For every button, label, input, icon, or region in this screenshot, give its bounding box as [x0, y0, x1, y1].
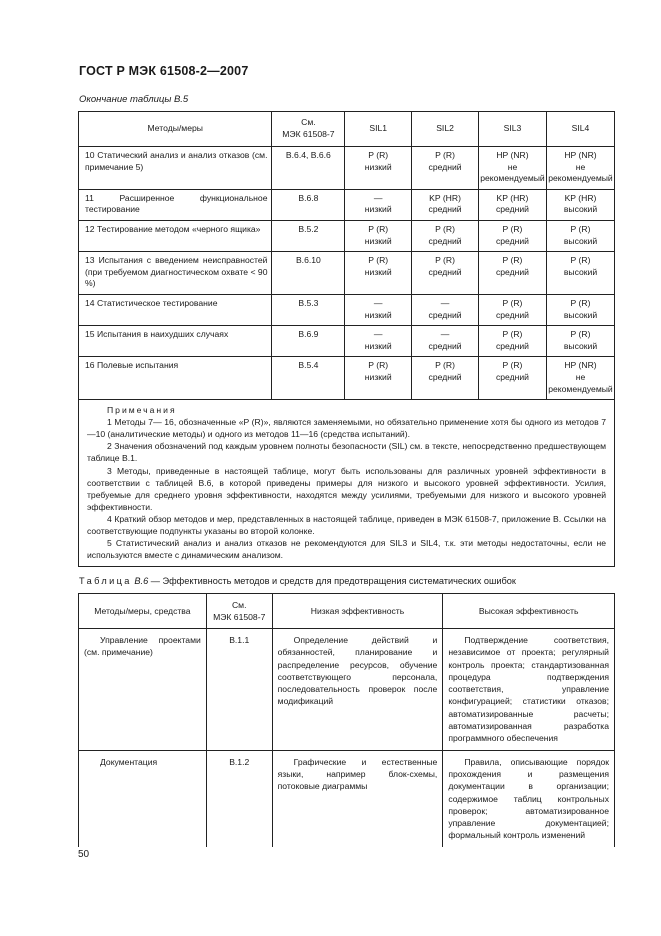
row-method: Документация [79, 750, 207, 847]
row-sil2: P (R) средний [412, 357, 479, 400]
row-sil3: P (R) средний [478, 357, 546, 400]
row-sil2: — средний [412, 294, 479, 325]
note-1: 1 Методы 7— 16, обозначенные «P (R)», являются заменяемыми, но обязательно применение хотя бы одного из методов 7—10 (аналитические методы) и одного из методов 11—16 (средства испытаний). [87, 417, 606, 440]
row-ref: В.6.10 [272, 252, 345, 295]
row-sil1: P (R) низкий [345, 252, 412, 295]
col-header-sil4: SIL4 [546, 112, 614, 147]
row-method: 16 Полевые испытания [79, 357, 272, 400]
table-b5-notes-row [79, 400, 615, 567]
notes-title: Примечания [107, 405, 177, 416]
row-high: Правила, описывающие порядок прохождения и размещения документации в организации; содержимое таблиц контрольных проверок; автоматизированное управление документацией; формальный контроль изменений [443, 750, 615, 847]
row-sil4: P (R) высокий [546, 252, 614, 295]
row-sil3: HP (NR) не рекомендуемый [478, 147, 546, 190]
note-2: 2 Значения обозначений под каждым уровнем полноты безопасности (SIL) см. в тексте, непосредственно предшествующем таблице В.1. [87, 441, 606, 464]
page-number: 50 [78, 849, 90, 860]
table-row [79, 629, 615, 751]
row-method: 10 Статический анализ и анализ отказов (см. примечание 5) [79, 147, 272, 190]
row-ref: В.5.2 [272, 220, 345, 251]
col-header-methods: Методы/меры [79, 112, 272, 147]
row-sil2: P (R) средний [412, 220, 479, 251]
row-sil4: P (R) высокий [546, 220, 614, 251]
row-low: Графические и естественные языки, например блок-схемы, потоковые диаграммы [272, 750, 443, 847]
row-sil1: P (R) низкий [345, 357, 412, 400]
table-b6-header-row [79, 594, 615, 629]
row-sil3: KP (HR) средний [478, 189, 546, 220]
table-row [79, 189, 615, 220]
table-row [79, 294, 615, 325]
notes-block [79, 400, 615, 567]
col-header-high-effectiveness: Высокая эффективность [443, 594, 615, 629]
row-ref: В.6.4, В.6.6 [272, 147, 345, 190]
table-b6-caption-number: В.6 [134, 576, 149, 586]
table-row [79, 750, 615, 847]
table-b6-caption-text: — Эффективность методов и средств для предотвращения систематических ошибок [150, 576, 516, 586]
table-row [79, 326, 615, 357]
row-ref: В.6.8 [272, 189, 345, 220]
row-sil1: — низкий [345, 189, 412, 220]
row-sil2: KP (HR) средний [412, 189, 479, 220]
row-high: Подтверждение соответствия, независимое от проекта; регулярный контроль проекта; стандартизованная процедура подтверждения соответствия, управление конфигурацией; статистики отказов; автоматизированные расчеты; автоматизированная разработка программного обеспечения [443, 629, 615, 751]
table-b6 [78, 593, 615, 847]
row-sil2: — средний [412, 326, 479, 357]
row-method: 13 Испытания с введением неисправностей (при требуемом диагностическом охвате < 90 %) [79, 252, 272, 295]
row-sil3: P (R) средний [478, 220, 546, 251]
row-ref: В.5.4 [272, 357, 345, 400]
table-b5-header-row [79, 112, 615, 147]
table-row [79, 252, 615, 295]
row-ref: В.1.1 [206, 629, 272, 751]
row-sil4: P (R) высокий [546, 326, 614, 357]
row-sil3: P (R) средний [478, 252, 546, 295]
table-row [79, 357, 615, 400]
row-sil1: P (R) низкий [345, 220, 412, 251]
col-header-low-effectiveness: Низкая эффективность [272, 594, 443, 629]
col-header-ref: См. МЭК 61508-7 [206, 594, 272, 629]
table-row [79, 220, 615, 251]
row-sil1: — низкий [345, 326, 412, 357]
note-3: 3 Методы, приведенные в настоящей таблице, могут быть использованы для различных уровней эффективности в соответствии с таблицей В.6, в которой приведены примеры для низкого и высокого уровней эффективности. Усилия, требуемые для среднего уровня эффективности, находятся между усилиями, требуемыми для низкого и высокого уровней эффективности. [87, 465, 606, 512]
col-header-sil1: SIL1 [345, 112, 412, 147]
row-sil1: — низкий [345, 294, 412, 325]
note-5: 5 Статистический анализ и анализ отказов не рекомендуются для SIL3 и SIL4, т.к. эти методы недостаточны, если не используются вместе с динамическим анализом. [87, 538, 606, 561]
row-sil4: KP (HR) высокий [546, 189, 614, 220]
document-title: ГОСТ Р МЭК 61508-2—2007 [79, 64, 249, 78]
row-sil4: HP (NR) не рекомендуемый [546, 147, 614, 190]
col-header-methods-tools: Методы/меры, средства [79, 594, 207, 629]
row-sil3: P (R) средний [478, 326, 546, 357]
row-ref: В.6.9 [272, 326, 345, 357]
col-header-ref: См. МЭК 61508-7 [272, 112, 345, 147]
col-header-sil3: SIL3 [478, 112, 546, 147]
table-b6-caption-word: Таблица [79, 576, 132, 586]
row-ref: В.1.2 [206, 750, 272, 847]
row-sil1: P (R) низкий [345, 147, 412, 190]
table-row [79, 147, 615, 190]
row-method: 12 Тестирование методом «черного ящика» [79, 220, 272, 251]
row-sil4: HP (NR) не рекомендуемый [546, 357, 614, 400]
row-sil4: P (R) высокий [546, 294, 614, 325]
row-method: 14 Статистическое тестирование [79, 294, 272, 325]
row-method: Управление проектами (см. примечание) [79, 629, 207, 751]
col-header-sil2: SIL2 [412, 112, 479, 147]
row-method: 15 Испытания в наихудших случаях [79, 326, 272, 357]
row-ref: В.5.3 [272, 294, 345, 325]
row-sil2: P (R) средний [412, 147, 479, 190]
row-sil2: P (R) средний [412, 252, 479, 295]
note-4: 4 Краткий обзор методов и мер, представленных в настоящей таблице, приведен в МЭК 61508-7, приложение В. Ссылки на соответствующие подпункты указаны во второй колонке. [87, 513, 606, 537]
row-method: 11 Расширенное функциональное тестирование [79, 189, 272, 220]
table-b6-caption [79, 576, 516, 586]
table-b5-continuation-caption: Окончание таблицы В.5 [79, 94, 189, 105]
row-sil3: P (R) средний [478, 294, 546, 325]
table-b5 [78, 111, 615, 567]
row-low: Определение действий и обязанностей, планирование и распределение ресурсов, обучение соответствующего персонала, последовательность проверок после модификаций [272, 629, 443, 751]
